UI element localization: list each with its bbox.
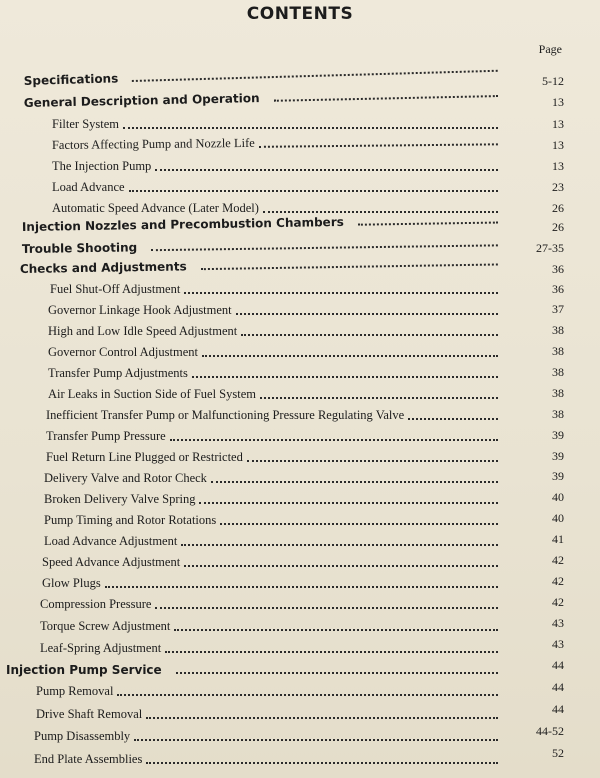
toc-entry-label: Speed Advance Adjustment (42, 555, 181, 569)
page-column-header: Page (538, 42, 562, 56)
toc-entry-label: Load Advance Adjustment (44, 534, 178, 548)
toc-entry-page: 43 (552, 637, 564, 651)
toc-entry[interactable] (44, 531, 502, 549)
toc-entry[interactable] (24, 82, 502, 110)
toc-entry[interactable] (44, 510, 502, 528)
toc-entry-label: The Injection Pump (52, 159, 152, 173)
toc-entry-page: 13 (552, 138, 564, 152)
toc-entry[interactable] (48, 384, 502, 402)
toc-entry-page: 38 (552, 407, 564, 421)
toc-entry-page: 44-52 (536, 724, 564, 738)
toc-entry-page: 44 (552, 680, 564, 694)
toc-entry-page: 38 (552, 365, 564, 379)
toc-entry[interactable] (40, 638, 502, 656)
toc-entry[interactable] (48, 342, 502, 360)
toc-entry-label: Broken Delivery Valve Spring (44, 492, 196, 506)
leader-dots (184, 564, 498, 567)
toc-entry-page: 42 (552, 574, 564, 588)
leader-dots (274, 94, 498, 102)
toc-entry-label: Specifications (23, 71, 119, 88)
leader-dots (408, 417, 498, 420)
toc-entry[interactable] (52, 114, 502, 132)
toc-entry[interactable] (42, 573, 502, 591)
toc-entry[interactable] (36, 681, 502, 699)
toc-entry-label: General Description and Operation (23, 91, 260, 110)
leader-dots (259, 142, 498, 148)
toc-entry-label: Torque Screw Adjustment (40, 619, 171, 633)
toc-entry-page: 37 (552, 302, 564, 316)
leader-dots (358, 221, 498, 226)
toc-entry-label: Transfer Pump Adjustments (48, 366, 188, 380)
toc-entry-page: 36 (552, 282, 564, 296)
toc-entry[interactable] (40, 616, 502, 634)
toc-entry[interactable] (44, 468, 502, 486)
leader-dots (105, 585, 498, 588)
toc-entry-label: Pump Disassembly (34, 729, 131, 743)
toc-entry-page: 13 (552, 95, 564, 109)
toc-entry[interactable] (42, 552, 502, 570)
leader-dots (236, 312, 498, 315)
toc-entry[interactable] (34, 726, 502, 744)
toc-entry-label: High and Low Idle Speed Adjustment (48, 324, 238, 338)
leader-dots (146, 761, 498, 764)
leader-dots (260, 396, 498, 399)
toc-entry[interactable] (36, 704, 502, 722)
toc-entry-label: Fuel Return Line Plugged or Restricted (46, 450, 243, 464)
leader-dots (241, 333, 498, 336)
leader-dots (117, 693, 498, 696)
toc-entry-page: 44 (552, 658, 564, 672)
leader-dots (170, 438, 498, 441)
toc-entry-label: Governor Linkage Hook Adjustment (48, 303, 232, 317)
toc-entry-label: End Plate Assemblies (34, 752, 143, 766)
toc-entry-label: Injection Pump Service (6, 663, 162, 677)
toc-entry-page: 44 (552, 702, 564, 716)
toc-entry-label: Load Advance (52, 180, 125, 194)
toc-entry-label: Inefficient Transfer Pump or Malfunctioning Pressure Regulating Valve (46, 408, 405, 422)
leader-dots (184, 291, 498, 294)
toc-entry[interactable] (46, 447, 502, 465)
leader-dots (192, 375, 498, 378)
leader-dots (155, 606, 498, 609)
toc-entry-label: Air Leaks in Suction Side of Fuel System (48, 387, 256, 401)
toc-entry-page: 13 (552, 159, 564, 173)
toc-entry[interactable] (46, 426, 502, 444)
toc-entry-page: 52 (552, 746, 564, 760)
toc-entry-label: Checks and Adjustments (19, 259, 187, 276)
toc-entry[interactable] (52, 156, 502, 174)
toc-entry[interactable] (6, 659, 502, 677)
toc-entry[interactable] (48, 321, 502, 339)
toc-entry-label: Injection Nozzles and Precombustion Chambers (21, 214, 344, 234)
toc-entry-page: 42 (552, 595, 564, 609)
leader-dots (174, 628, 498, 631)
toc-entry-page: 27-35 (536, 241, 564, 255)
toc-entry-page: 39 (552, 428, 564, 442)
toc-entry[interactable] (52, 177, 502, 195)
toc-entry[interactable] (52, 130, 502, 153)
toc-entry-label: Pump Timing and Rotor Rotations (44, 513, 217, 527)
toc-entry-page: 40 (552, 511, 564, 525)
toc-entry-page: 40 (552, 490, 564, 504)
toc-entry-page: 42 (552, 553, 564, 567)
leader-dots (129, 189, 498, 192)
leader-dots (123, 126, 498, 129)
toc-entry-label: Leaf-Spring Adjustment (40, 641, 162, 655)
leader-dots (211, 480, 498, 483)
toc-entry-label: Compression Pressure (40, 597, 152, 611)
toc-entry[interactable] (46, 405, 502, 423)
leader-dots (146, 716, 498, 719)
toc-entry-page: 38 (552, 323, 564, 337)
leader-dots (151, 243, 498, 251)
page-title: CONTENTS (246, 4, 354, 24)
toc-entry-label: Fuel Shut-Off Adjustment (50, 282, 181, 296)
leader-dots (181, 543, 498, 546)
toc-entry-page: 39 (552, 449, 564, 463)
toc-entry-page: 38 (552, 386, 564, 400)
leader-dots (155, 168, 498, 171)
toc-entry-label: Filter System (52, 117, 120, 131)
toc-entry[interactable] (48, 300, 502, 318)
leader-dots (247, 459, 498, 462)
toc-entry-page: 26 (552, 220, 564, 234)
leader-dots (176, 671, 498, 674)
toc-entry-page: 36 (552, 262, 564, 276)
leader-dots (165, 650, 498, 653)
toc-entry-label: Drive Shaft Removal (36, 707, 143, 721)
toc-entry-page: 41 (552, 532, 564, 546)
toc-entry[interactable] (50, 279, 502, 297)
toc-entry[interactable] (34, 749, 502, 767)
toc-entry-label: Governor Control Adjustment (48, 345, 198, 359)
leader-dots (199, 501, 498, 504)
toc-entry-page: 39 (552, 469, 564, 483)
toc-entry[interactable] (40, 594, 502, 612)
toc-entry-page: 38 (552, 344, 564, 358)
toc-entry-label: Trouble Shooting (21, 240, 138, 256)
leader-dots (220, 522, 498, 525)
toc-entry-page: 43 (552, 616, 564, 630)
toc-entry-label: Transfer Pump Pressure (46, 429, 166, 443)
leader-dots (132, 69, 497, 82)
toc-entry-page: 23 (552, 180, 564, 194)
toc-entry-page: 13 (552, 117, 564, 131)
toc-entry-label: Automatic Speed Advance (Later Model) (52, 201, 259, 215)
toc-entry-label: Delivery Valve and Rotor Check (44, 471, 207, 485)
leader-dots (202, 354, 498, 357)
toc-entry[interactable] (48, 363, 502, 381)
leader-dots (201, 262, 498, 270)
toc-entry-label: Glow Plugs (42, 576, 101, 590)
toc-entry-page: 26 (552, 201, 564, 215)
leader-dots (134, 738, 498, 741)
toc-entry[interactable] (44, 489, 502, 507)
toc-entry-label: Pump Removal (36, 684, 114, 698)
toc-entry-label: Factors Affecting Pump and Nozzle Life (51, 135, 255, 153)
toc-entry-page: 5-12 (542, 74, 564, 88)
